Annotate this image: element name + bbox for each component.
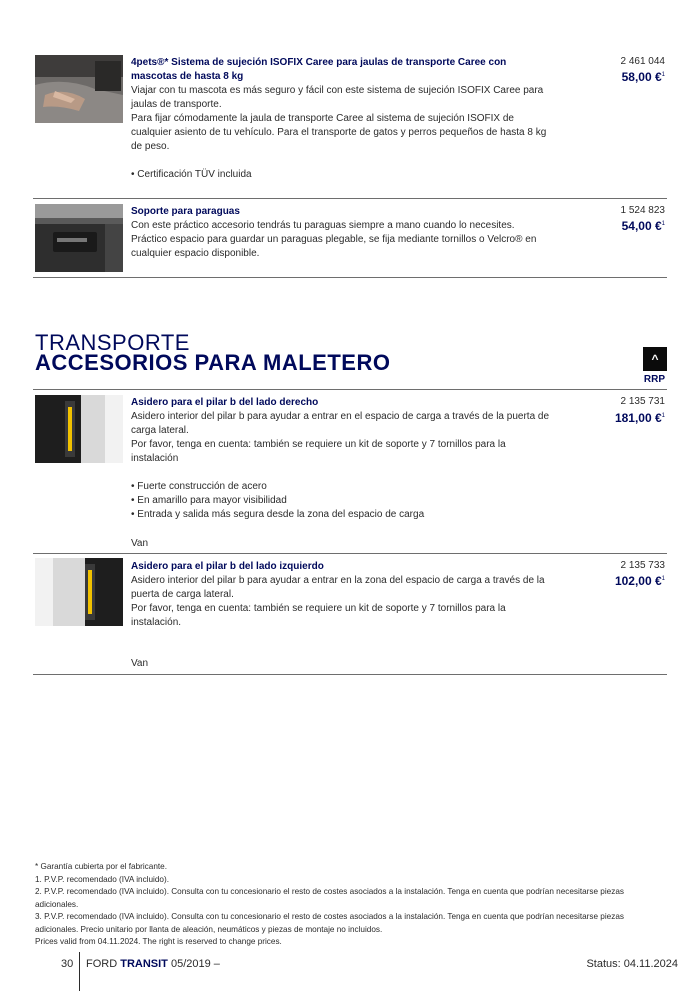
- product-body: [131, 396, 551, 522]
- product-description: Asidero interior del pilar b para ayudar a entrar en la zona del espacio de carga a través de la puerta de carga lateral.: [131, 575, 545, 600]
- part-number: 2 135 733: [620, 560, 665, 571]
- product-umbrella-holder: [33, 200, 667, 278]
- footnotes: [35, 861, 665, 949]
- part-number: 1 524 823: [620, 205, 665, 216]
- section-supertitle: TRANSPORTE: [35, 330, 190, 355]
- part-number: 2 461 044: [620, 56, 665, 67]
- footnote: 2. P.V.P. recomendado (IVA incluido). Consulta con tu concesionario el resto de costes asociados a la instalación. Tenga en cuenta que podrían necesitarse piezas adicionales.: [35, 887, 624, 909]
- product-title: Asidero para el pilar b del lado izquierdo: [131, 561, 324, 572]
- bullet-list: [131, 168, 551, 182]
- footnote: 3. P.V.P. recomendado (IVA incluido). Consulta con tu concesionario el resto de costes asociados a la instalación. Tenga en cuenta que podrían necesitarse piezas adicionales. Precio unitario por llanta de aleación, neumáticos y piezas de montaje no incluidos.: [35, 912, 624, 934]
- page-footer: [0, 956, 700, 991]
- product-description: Viajar con tu mascota es más seguro y fácil con este sistema de sujeción ISOFIX Caree para jaulas de transporte.: [131, 85, 544, 110]
- product-b-pillar-left: [33, 554, 667, 675]
- edition-date: 05/2019 –: [170, 958, 220, 970]
- rrp-label: RRP: [643, 374, 665, 385]
- product-description: Con este práctico accesorio tendrás tu paraguas siempre a mano cuando lo necesites. Práctico espacio para guardar un paraguas plegable, se fija mediante tornillos o Velcro® en cualquier espacio disponible.: [131, 220, 537, 259]
- product-body: [131, 560, 551, 630]
- bullet-list: [131, 480, 551, 522]
- bullet-item: • Entrada y salida más segura desde la zona del espacio de carga: [131, 509, 425, 520]
- chevron-up-icon: ^: [651, 352, 659, 366]
- footnote: 1. P.V.P. recomendado (IVA incluido).: [35, 874, 169, 884]
- price-value: 102,00 €: [614, 574, 662, 588]
- bullet-item: • Certificación TÜV incluida: [131, 169, 252, 180]
- part-number: 2 135 731: [620, 396, 665, 407]
- footnote: Prices valid from 04.11.2024. The right is reserved to change prices.: [35, 937, 282, 946]
- vehicle-type: Van: [131, 538, 149, 549]
- product-body: [131, 56, 551, 182]
- bullet-item: • En amarillo para mayor visibilidad: [131, 495, 287, 506]
- price: [615, 411, 665, 425]
- price: [615, 574, 665, 588]
- vehicle-type: Van: [131, 658, 149, 669]
- back-to-top-button[interactable]: [643, 347, 667, 371]
- brand-prefix: FORD: [86, 958, 118, 970]
- product-title: 4pets®* Sistema de sujeción ISOFIX Caree para jaulas de transporte Caree con mascotas de hasta 8 kg: [131, 57, 507, 82]
- product-title: Soporte para paraguas: [131, 206, 240, 217]
- price-footnote-ref: 1: [661, 413, 665, 419]
- price: [622, 219, 665, 233]
- product-description: Para fijar cómodamente la jaula de transporte Caree al sistema de sujeción ISOFIX de cualquier asiento de tu vehículo. Para el transporte de gatos y perros pequeños de hasta 8 kg de peso.: [131, 113, 547, 152]
- product-description: Por favor, tenga en cuenta: también se requiere un kit de soporte y 7 tornillos para la instalación: [131, 439, 506, 464]
- product-b-pillar-right: [33, 389, 667, 554]
- price-footnote-ref: 1: [661, 221, 665, 227]
- product-image-umbrella: [35, 204, 123, 272]
- product-body: [131, 205, 551, 261]
- product-isofix-caree: [33, 52, 667, 199]
- footnote: * Garantía cubierta por el fabricante.: [35, 862, 167, 871]
- price: [622, 70, 665, 84]
- section-title: ACCESORIOS PARA MALETERO: [35, 350, 391, 375]
- price-footnote-ref: 1: [661, 576, 665, 582]
- price-value: 54,00 €: [621, 219, 662, 233]
- model-name: TRANSIT: [120, 958, 168, 970]
- product-description: Por favor, tenga en cuenta: también se requiere un kit de soporte y 7 tornillos para la instalación.: [131, 603, 506, 628]
- bullet-item: • Fuerte construcción de acero: [131, 481, 267, 492]
- product-description: Asidero interior del pilar b para ayudar a entrar en el espacio de carga a través de la puerta de carga lateral.: [131, 411, 550, 436]
- price-value: 181,00 €: [614, 411, 662, 425]
- page-number: 30: [61, 958, 74, 970]
- footer-brand: [86, 958, 220, 970]
- status-date: Status: 04.11.2024: [586, 958, 678, 970]
- product-image-b-pillar-left: [35, 558, 123, 626]
- footer-divider: [79, 952, 80, 991]
- product-image-isofix: [35, 55, 123, 123]
- price-value: 58,00 €: [621, 70, 662, 84]
- price-footnote-ref: 1: [661, 72, 665, 78]
- product-image-b-pillar-right: [35, 395, 123, 463]
- product-title: Asidero para el pilar b del lado derecho: [131, 397, 319, 408]
